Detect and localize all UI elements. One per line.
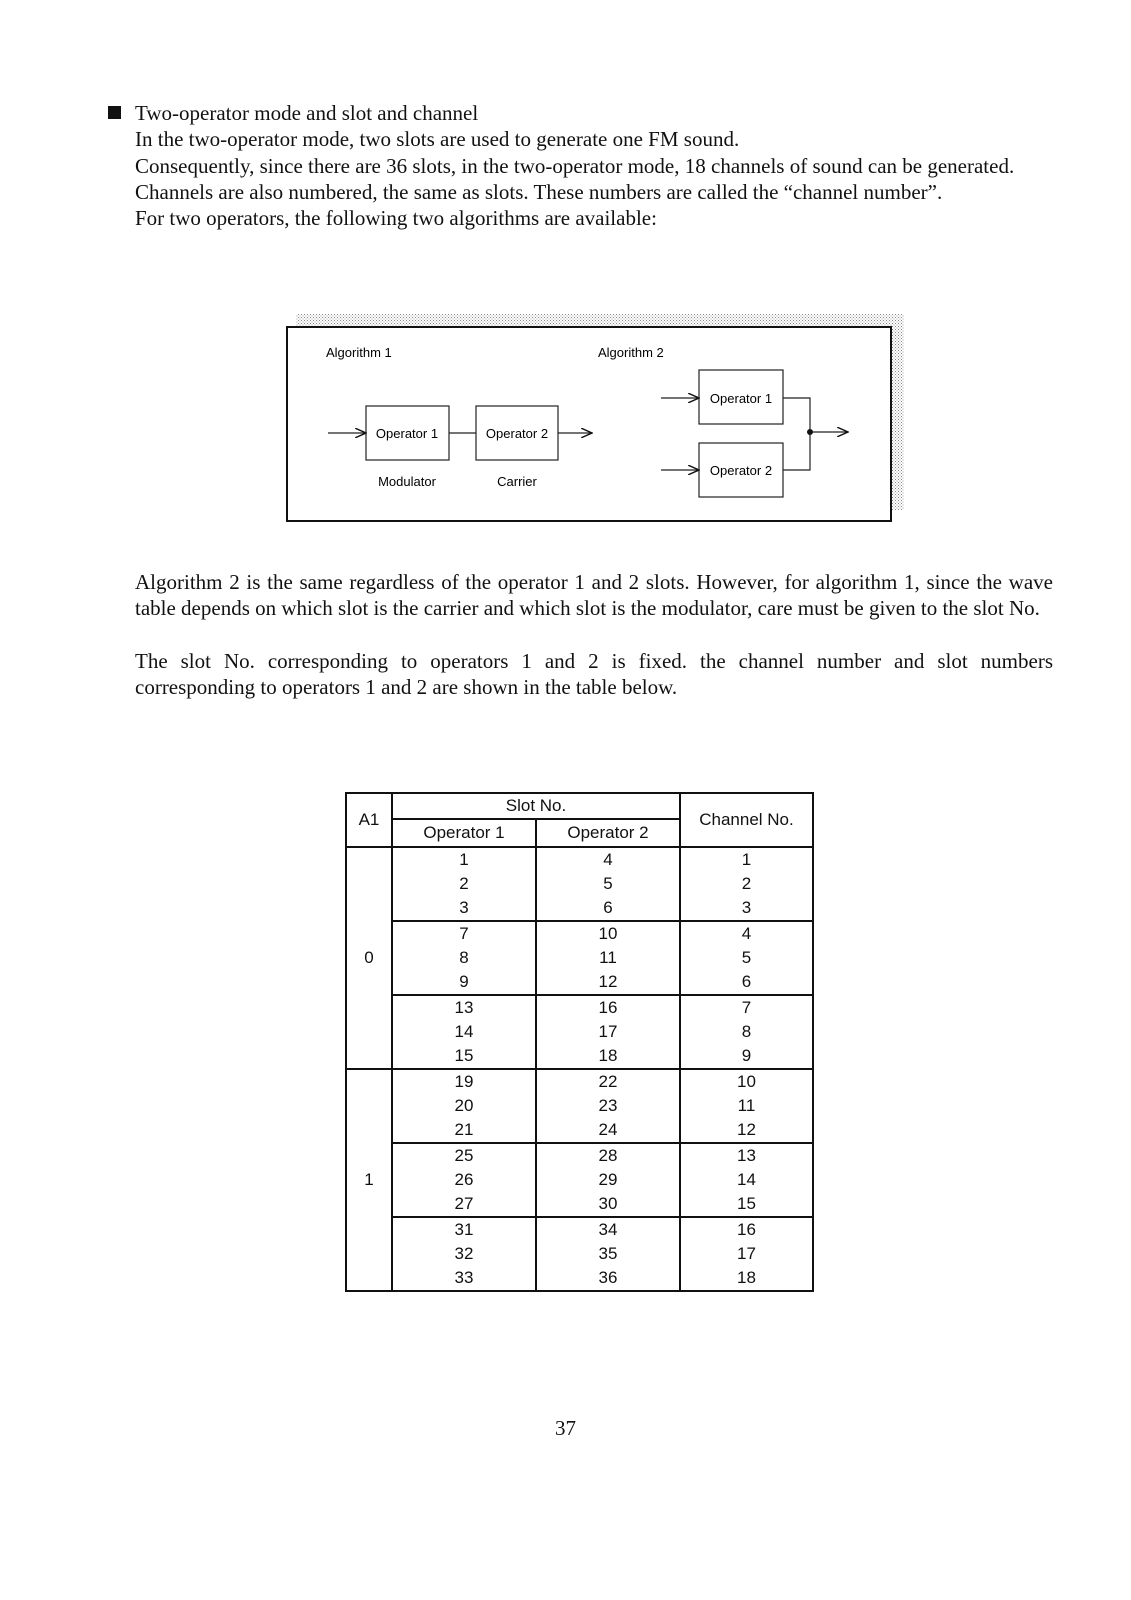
operator-2-slot: 17 — [536, 1020, 680, 1044]
operator-2-slot: 28 — [536, 1143, 680, 1168]
channel-no: 9 — [680, 1044, 813, 1069]
modulator-label: Modulator — [378, 474, 436, 489]
operator-1-slot: 9 — [392, 970, 536, 995]
channel-no: 3 — [680, 896, 813, 921]
table-row — [346, 946, 813, 970]
table-row — [346, 1242, 813, 1266]
alg1-operator-1: Operator 1 — [375, 426, 439, 441]
operator-2-slot: 36 — [536, 1266, 680, 1291]
header-a1: A1 — [346, 793, 392, 847]
operator-1-slot: 1 — [392, 847, 536, 872]
channel-no: 15 — [680, 1192, 813, 1217]
channel-no: 10 — [680, 1069, 813, 1094]
algorithm-diagram — [286, 314, 906, 526]
table-row — [346, 921, 813, 946]
operator-2-slot: 16 — [536, 995, 680, 1020]
bullet-icon — [108, 106, 121, 119]
operator-2-slot: 23 — [536, 1094, 680, 1118]
channel-no: 6 — [680, 970, 813, 995]
paragraph: In the two-operator mode, two slots are used to generate one FM sound. — [135, 127, 740, 152]
channel-no: 13 — [680, 1143, 813, 1168]
paragraph: For two operators, the following two algorithms are available: — [135, 206, 657, 231]
operator-2-slot: 34 — [536, 1217, 680, 1242]
operator-2-slot: 18 — [536, 1044, 680, 1069]
operator-1-slot: 2 — [392, 872, 536, 896]
table-row — [346, 896, 813, 921]
junction-dot — [807, 429, 813, 435]
after-diagram-text — [135, 569, 1053, 700]
paragraph: Algorithm 2 is the same regardless of the operator 1 and 2 slots. However, for algorithm 1, since the wave table depends on which slot is the carrier and which slot is the modulator, care must be given to the slot No. — [135, 570, 1053, 621]
carrier-label: Carrier — [497, 474, 537, 489]
operator-2-slot: 24 — [536, 1118, 680, 1143]
slot-channel-table — [345, 792, 814, 1292]
operator-1-slot: 8 — [392, 946, 536, 970]
table-row — [346, 995, 813, 1020]
alg1-operator-2: Operator 2 — [485, 426, 549, 441]
a1-value: 0 — [346, 847, 392, 1069]
operator-1-slot: 26 — [392, 1168, 536, 1192]
intro-text — [135, 100, 1053, 231]
operator-2-slot: 11 — [536, 946, 680, 970]
operator-2-slot: 5 — [536, 872, 680, 896]
operator-2-slot: 22 — [536, 1069, 680, 1094]
channel-no: 12 — [680, 1118, 813, 1143]
operator-1-slot: 27 — [392, 1192, 536, 1217]
table-row — [346, 1118, 813, 1143]
header-operator-2: Operator 2 — [536, 819, 680, 847]
operator-2-slot: 35 — [536, 1242, 680, 1266]
channel-no: 1 — [680, 847, 813, 872]
operator-2-slot: 10 — [536, 921, 680, 946]
channel-no: 5 — [680, 946, 813, 970]
operator-1-slot: 3 — [392, 896, 536, 921]
operator-2-slot: 30 — [536, 1192, 680, 1217]
table-row — [346, 1069, 813, 1094]
channel-no: 11 — [680, 1094, 813, 1118]
algorithm-2-title: Algorithm 2 — [598, 345, 664, 360]
table-row — [346, 847, 813, 872]
operator-2-slot: 4 — [536, 847, 680, 872]
operator-1-slot: 14 — [392, 1020, 536, 1044]
channel-no: 16 — [680, 1217, 813, 1242]
table-row — [346, 1192, 813, 1217]
header-operator-1: Operator 1 — [392, 819, 536, 847]
operator-1-slot: 21 — [392, 1118, 536, 1143]
paragraph: Consequently, since there are 36 slots, in the two-operator mode, 18 channels of sound can be generated. — [135, 153, 1015, 178]
channel-no: 2 — [680, 872, 813, 896]
table-row — [346, 1168, 813, 1192]
paragraph: Channels are also numbered, the same as slots. These numbers are called the “channel number”. — [135, 179, 943, 204]
channel-no: 17 — [680, 1242, 813, 1266]
operator-1-slot: 32 — [392, 1242, 536, 1266]
channel-no: 8 — [680, 1020, 813, 1044]
channel-no: 14 — [680, 1168, 813, 1192]
table-row — [346, 1143, 813, 1168]
operator-1-slot: 20 — [392, 1094, 536, 1118]
section-heading: Two-operator mode and slot and channel — [135, 101, 479, 125]
a1-value: 1 — [346, 1069, 392, 1291]
algorithm-1-title: Algorithm 1 — [326, 345, 392, 360]
operator-2-slot: 6 — [536, 896, 680, 921]
table-row — [346, 1094, 813, 1118]
channel-no: 7 — [680, 995, 813, 1020]
page-number: 37 — [555, 1416, 576, 1440]
table-row — [346, 1044, 813, 1069]
operator-1-slot: 25 — [392, 1143, 536, 1168]
operator-1-slot: 7 — [392, 921, 536, 946]
table-row — [346, 872, 813, 896]
table-row — [346, 1217, 813, 1242]
channel-no: 18 — [680, 1266, 813, 1291]
operator-1-slot: 13 — [392, 995, 536, 1020]
alg2-operator-1: Operator 1 — [709, 391, 773, 406]
operator-1-slot: 19 — [392, 1069, 536, 1094]
operator-1-slot: 31 — [392, 1217, 536, 1242]
alg2-operator-2: Operator 2 — [709, 463, 773, 478]
table-row — [346, 970, 813, 995]
header-slot-no: Slot No. — [392, 793, 680, 819]
table-row — [346, 1020, 813, 1044]
operator-2-slot: 29 — [536, 1168, 680, 1192]
channel-no: 4 — [680, 921, 813, 946]
table-row — [346, 1266, 813, 1291]
operator-1-slot: 15 — [392, 1044, 536, 1069]
paragraph: The slot No. corresponding to operators 1 and 2 is fixed. the channel number and slot numbers corresponding to operators 1 and 2 are shown in the table below. — [135, 648, 1053, 699]
operator-1-slot: 33 — [392, 1266, 536, 1291]
header-channel-no: Channel No. — [680, 793, 813, 847]
operator-2-slot: 12 — [536, 970, 680, 995]
